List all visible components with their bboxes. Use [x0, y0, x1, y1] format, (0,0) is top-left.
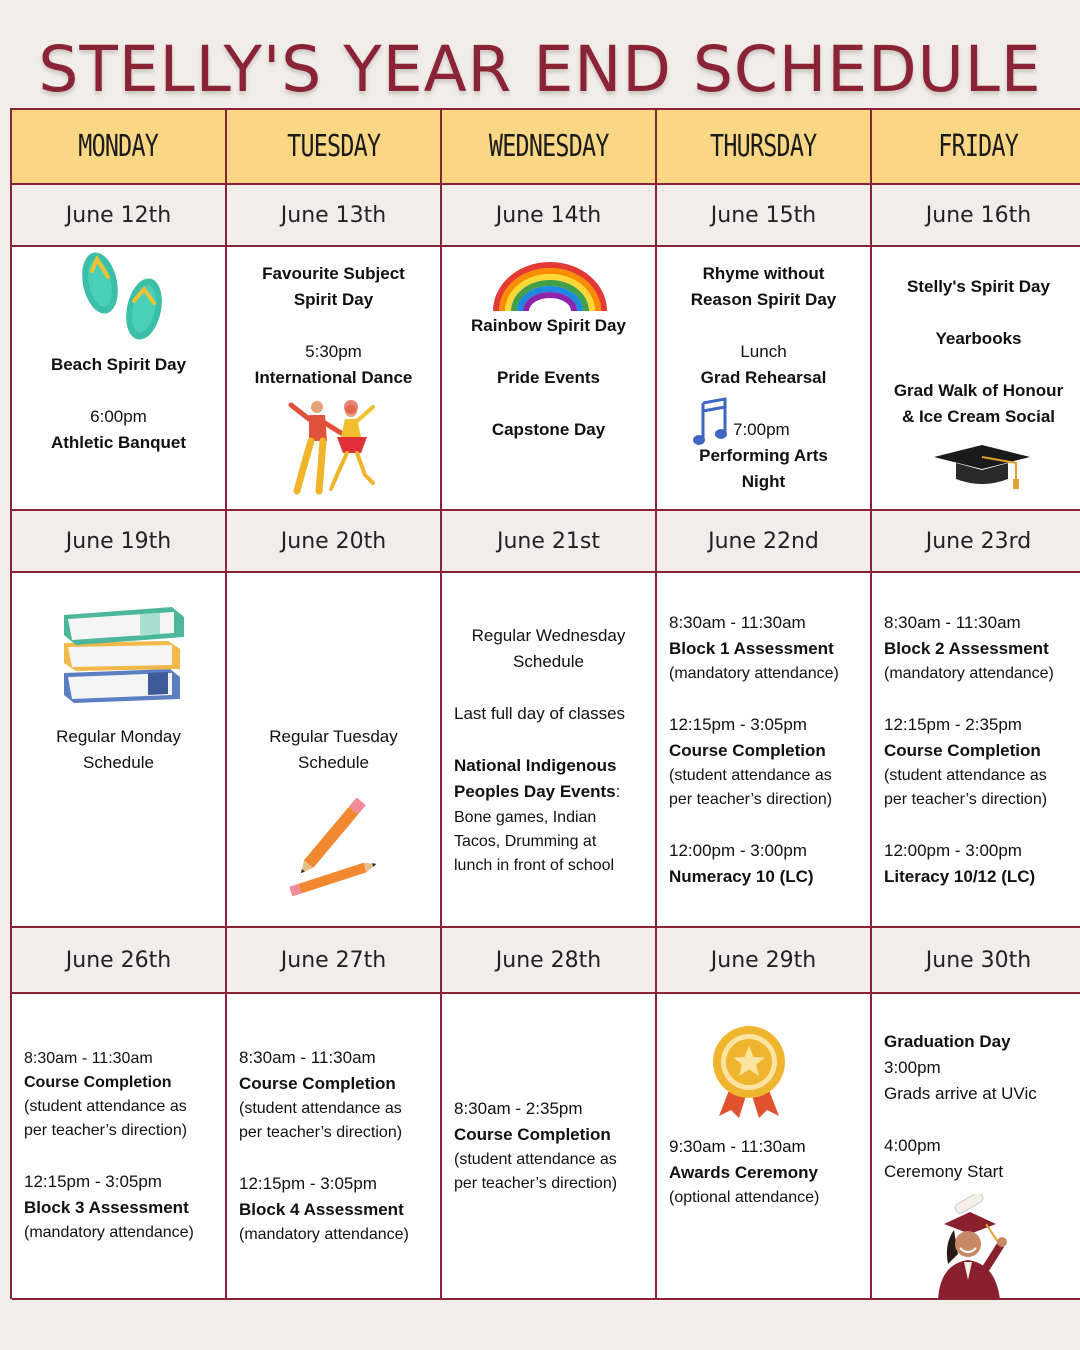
event-title: Spirit Day	[293, 290, 374, 309]
event-title: Grad Rehearsal	[700, 368, 827, 387]
music-note-icon	[693, 397, 729, 447]
event-title: Course Completion	[454, 1125, 611, 1144]
event-time: 5:30pm	[305, 342, 362, 361]
day-cell-june-12	[12, 247, 227, 511]
event-title: Pride Events	[497, 368, 600, 387]
day-cell-june-23	[872, 573, 1080, 928]
day-cell-june-13	[227, 247, 442, 511]
event-title: Beach Spirit Day	[50, 355, 187, 374]
event-title: Rhyme without	[702, 264, 825, 283]
event-time: 4:00pm	[884, 1136, 941, 1155]
event-detail: Tacos, Drumming at	[454, 833, 597, 850]
schedule-grid	[10, 108, 1080, 1299]
event-detail: Ceremony Start	[884, 1162, 1004, 1181]
day-label: TUESDAY	[286, 129, 381, 164]
event-note: (mandatory attendance)	[884, 665, 1054, 682]
date-cell: June 27th	[227, 928, 442, 994]
event-time: 9:30am - 11:30am	[669, 1137, 806, 1156]
event-note: (student attendance as	[884, 767, 1047, 784]
event-time: 12:15pm - 2:35pm	[884, 715, 1022, 734]
day-cell-june-14	[442, 247, 657, 511]
event-title: Numeracy 10 (LC)	[669, 867, 814, 886]
cell-text: Schedule	[298, 753, 369, 772]
pencils-icon	[283, 795, 385, 899]
cell-text: Regular Monday	[56, 727, 181, 746]
page-title: STELLY'S YEAR END SCHEDULE	[38, 33, 1042, 106]
event-time: 6:00pm	[90, 407, 147, 426]
flip-flops-icon	[76, 249, 170, 347]
cell-text: Schedule	[83, 753, 154, 772]
date-cell: June 16th	[872, 185, 1080, 247]
event-note: (mandatory attendance)	[24, 1224, 194, 1241]
day-cell-june-28	[442, 994, 657, 1300]
event-title: International Dance	[254, 368, 413, 387]
cell-text: Regular Tuesday	[269, 727, 398, 746]
event-note: (mandatory attendance)	[239, 1226, 409, 1243]
graduation-cap-icon	[932, 443, 1032, 491]
event-title: Rainbow Spirit Day	[471, 316, 626, 335]
event-title: Stelly's Spirit Day	[907, 277, 1050, 296]
day-label: WEDNESDAY	[488, 129, 609, 164]
event-time: 8:30am - 11:30am	[24, 1050, 153, 1067]
event-time: Lunch	[740, 342, 787, 361]
date-cell: June 19th	[12, 511, 227, 573]
event-time: 12:00pm - 3:00pm	[884, 841, 1022, 860]
event-note: per teacher’s direction)	[454, 1175, 618, 1192]
day-cell-june-26	[12, 994, 227, 1300]
date-cell: June 14th	[442, 185, 657, 247]
date-cell: June 13th	[227, 185, 442, 247]
cell-text: Regular Wednesday	[471, 626, 626, 645]
event-title: Performing Arts	[699, 446, 828, 465]
event-note: per teacher’s direction)	[24, 1122, 188, 1139]
event-note: per teacher’s direction)	[669, 791, 833, 808]
event-title: Night	[741, 472, 786, 491]
event-time: 12:15pm - 3:05pm	[239, 1174, 377, 1193]
event-title: Grad Walk of Honour	[893, 381, 1064, 400]
day-label: FRIDAY	[938, 129, 1019, 164]
event-note: (student attendance as	[24, 1098, 187, 1115]
event-title: Awards Ceremony	[669, 1163, 818, 1182]
event-title: Athletic Banquet	[50, 433, 187, 452]
event-title: Capstone Day	[491, 420, 606, 439]
day-cell-june-21	[442, 573, 657, 928]
event-title: Favourite Subject	[262, 264, 405, 283]
event-title: Block 2 Assessment	[884, 639, 1049, 658]
event-title: Peoples Day Events	[454, 782, 616, 801]
event-title: Yearbooks	[935, 329, 1022, 348]
event-title: Block 3 Assessment	[24, 1198, 189, 1217]
event-detail: Bone games, Indian	[454, 809, 597, 826]
day-cell-june-15	[657, 247, 872, 511]
event-time: 8:30am - 11:30am	[239, 1048, 376, 1067]
event-time: 8:30am - 2:35pm	[454, 1099, 583, 1118]
day-label: THURSDAY	[710, 129, 817, 164]
date-cell: June 21st	[442, 511, 657, 573]
event-note: per teacher’s direction)	[884, 791, 1048, 808]
event-title: Course Completion	[669, 741, 826, 760]
header-thursday	[657, 110, 872, 185]
date-cell: June 29th	[657, 928, 872, 994]
date-cell: June 20th	[227, 511, 442, 573]
day-cell-june-22	[657, 573, 872, 928]
event-time: 12:15pm - 3:05pm	[24, 1172, 162, 1191]
event-title: National Indigenous	[454, 756, 617, 775]
colon: :	[615, 782, 621, 801]
event-title: Block 4 Assessment	[239, 1200, 404, 1219]
event-note: per teacher’s direction)	[239, 1124, 403, 1141]
date-cell: June 30th	[872, 928, 1080, 994]
date-cell: June 12th	[12, 185, 227, 247]
award-medal-icon	[709, 1024, 789, 1120]
books-icon	[60, 603, 186, 707]
day-cell-june-27	[227, 994, 442, 1300]
header-monday	[12, 110, 227, 185]
date-cell: June 23rd	[872, 511, 1080, 573]
event-title: Reason Spirit Day	[690, 290, 837, 309]
day-cell-june-19	[12, 573, 227, 928]
day-cell-june-29	[657, 994, 872, 1300]
event-note: (student attendance as	[239, 1100, 402, 1117]
day-cell-june-20	[227, 573, 442, 928]
event-title: Course Completion	[239, 1074, 396, 1093]
dancers-icon	[285, 397, 381, 495]
event-time: 3:00pm	[884, 1058, 941, 1077]
event-title: Course Completion	[24, 1074, 172, 1091]
graduate-icon	[924, 1194, 1020, 1300]
event-title: Literacy 10/12 (LC)	[884, 867, 1036, 886]
event-title: Graduation Day	[884, 1032, 1011, 1051]
cell-text: Schedule	[513, 652, 584, 671]
day-cell-june-16	[872, 247, 1080, 511]
event-note: (student attendance as	[454, 1151, 617, 1168]
day-label: MONDAY	[78, 129, 159, 164]
date-cell: June 15th	[657, 185, 872, 247]
event-title: & Ice Cream Social	[901, 407, 1056, 426]
event-time: 8:30am - 11:30am	[884, 613, 1021, 632]
cell-text: Last full day of classes	[454, 704, 626, 723]
event-time: 12:00pm - 3:00pm	[669, 841, 807, 860]
event-time: 12:15pm - 3:05pm	[669, 715, 807, 734]
date-cell: June 28th	[442, 928, 657, 994]
event-note: (student attendance as	[669, 767, 832, 784]
date-cell: June 26th	[12, 928, 227, 994]
rainbow-icon	[492, 261, 608, 313]
header-tuesday	[227, 110, 442, 185]
date-cell: June 22nd	[657, 511, 872, 573]
header-wednesday	[442, 110, 657, 185]
event-detail: lunch in front of school	[454, 857, 615, 874]
day-cell-june-30	[872, 994, 1080, 1300]
event-time: 7:00pm	[733, 420, 790, 439]
event-note: (optional attendance)	[669, 1189, 820, 1206]
header-friday	[872, 110, 1080, 185]
event-title: Course Completion	[884, 741, 1041, 760]
event-note: (mandatory attendance)	[669, 665, 839, 682]
event-detail: Grads arrive at UVic	[884, 1084, 1037, 1103]
event-time: 8:30am - 11:30am	[669, 613, 806, 632]
event-title: Block 1 Assessment	[669, 639, 834, 658]
